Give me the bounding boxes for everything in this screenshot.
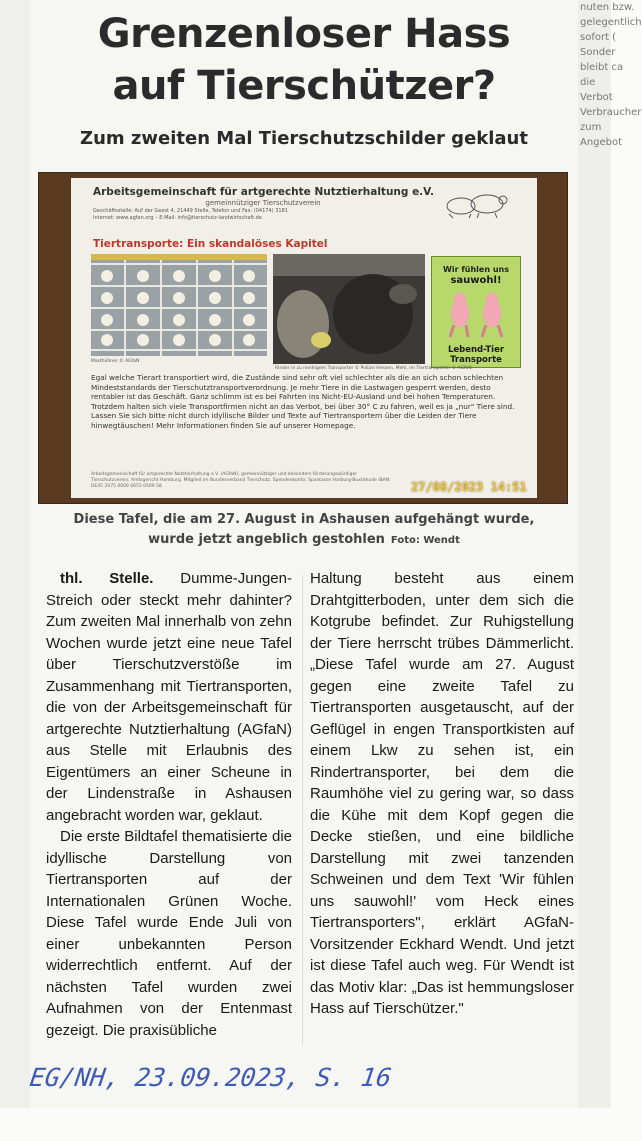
board-org-name: Arbeitsgemeinschaft für artgerechte Nutztierhaltung e.V. xyxy=(93,186,434,198)
headline xyxy=(30,8,578,112)
photo-caption xyxy=(30,510,578,551)
sauwohl-sign-photo xyxy=(431,256,521,368)
board-footer-text: Arbeitsgemeinschaft für artgerechte Nutztierhaltung e.V. (AGfaN), gemeinnütziger und besonders förderungswürdiger Tierschutzverein, Amtsgericht Hamburg. Mitglied im Bundesverband Tierschutz. Spendenkonto: Sparkasse Harburg-Buxtehude IBAN: DE45 2075 0000 0053 0509 58 xyxy=(91,472,391,489)
adjacent-clipping-right: nuten bzw. gelegentlich sofort ( Sonder bleibt ca die Verbot Verbraucher zum Angebot xyxy=(578,0,611,1108)
sign-text-line2: sauwohl! xyxy=(450,275,502,286)
board-address: Geschäftsstelle: Auf der Geest 4, 21449 Stelle, Telefon und Fax: (04174) 3181 xyxy=(93,208,288,214)
photo-caption-line-1: Diese Tafel, die am 27. August in Ashausen aufgehängt wurde, xyxy=(73,512,535,527)
article-paragraph: Haltung besteht aus einem Drahtgitterboden, unter dem sich die Kotgrube befindet. Zur Ruhigstellung der Tiere herrscht trübes Dämmerlicht. „Diese Tafel wurde am 27. August gegen eine zweite Tafel zu Tiertransporten ausgetauscht, auf der Geflügel in engen Transportkisten auf einem Lkw zu sehen ist, ein Rindertransporter, bei dem die Raumhöhe viel zu gering war, so dass die Kühe mit dem Kopf gegen die Decke stießen, und eine bildliche Darstellung mit zwei tanzenden Schweinen und dem Text 'Wir fühlen uns sauwohl!' vom Heck eines Tiertransporters", erklärt AGfaN-Vorsitzender Eckhard Wendt. Und jetzt ist diese Tafel auch weg. Für Wendt ist das Motiv klar: „Das ist hemmungsloser Hass auf Tierschützer." xyxy=(310,570,574,1017)
article-text: Dumme-Jungen-Streich oder steckt mehr dahinter? Zum zweiten Mal innerhalb von zehn Wochen wurde jetzt eine neue Tafel über Tierschutzverstöße im Zusammenhang mit Tiertransporten, die von der Arbeitsgemeinschaft für artgerechte Nutztierhaltung (AGfaN) aus Stelle mit Erlaubnis des Eigentümers an einer Scheune in der Lindenstraße in Ashausen angebracht worden war, geklaut. xyxy=(46,570,292,824)
adjacent-clipping-left xyxy=(0,0,30,1108)
board-red-title: Tiertransporte: Ein skandalöses Kapitel xyxy=(93,238,328,250)
headline-line-1: Grenzenloser Hass xyxy=(97,11,511,57)
dancing-pigs-icon xyxy=(440,291,512,341)
sign-bottom-text: Lebend-Tier Transporte xyxy=(447,345,505,365)
sign-text-line1: Wir fühlen uns xyxy=(443,265,509,274)
chicken-crates-photo xyxy=(91,254,267,356)
cattle-transporter-photo xyxy=(273,254,425,364)
article-paragraph xyxy=(46,568,292,826)
photo-credit: Foto: Wendt xyxy=(390,535,460,546)
photo-caption-right: Rinder in zu niedrigem Transporter © Polizei Hessen, Mehl, im Tiertransporter © AGfaN xyxy=(275,366,472,371)
column-divider xyxy=(302,575,303,1045)
article-photo xyxy=(38,172,568,504)
article-paragraph: Die erste Bildtafel thematisierte die idyllische Darstellung von Tiertransporten auf der Internationalen Grünen Woche. Diese Tafel wurde Ende Juli von einer unbekannten Person widerrechtlich entfernt. Auf der nächsten Tafel wurden zwei Aufnahmen von der Entenmast gezeigt. Die praxisübliche xyxy=(46,828,292,1039)
board-org-sub: gemeinnütziger Tierschutzverein xyxy=(205,199,321,207)
article-column-2 xyxy=(310,568,574,1020)
org-logo-icon xyxy=(441,188,515,220)
info-board xyxy=(71,178,537,498)
headline-line-2: auf Tierschützer? xyxy=(112,63,496,109)
board-web: Internet: www.agfan.org – E-Mail: info@tierschutz-landwirtschaft.de xyxy=(93,215,262,221)
board-header xyxy=(93,186,433,221)
article-dateline: thl. Stelle. xyxy=(60,570,154,587)
board-body-text: Egal welche Tierart transportiert wird, die Zustände sind sehr oft viel schlechter als die an sich schon schlechten Mindeststandards der Tierschutztransportverordnung. Je mehr Tiere in die Lastwagen gesperrt werden, desto rentabler ist das Geschäft. Ganz schlimm ist es bei Fahrten ins Nicht-EU-Ausland und bei hohen Temperaturen. Trotzdem halten sich viele Transportfirmen nicht an das Verbot, bei über 30° C zu fahren, weil es ja „nur" Tiere sind. Lassen Sie sich bitte nicht durch idyllische Bilder und Texte auf Tiertransportern über die Leiden der Tiere hinwegtäuschen! Mehr Informationen finden Sie auf unserer Homepage. xyxy=(91,373,515,430)
article-column-1 xyxy=(46,568,292,1041)
subheadline: Zum zweiten Mal Tierschutzschilder geklaut xyxy=(80,128,528,149)
photo-caption-left: Masthühner © AGfaN xyxy=(91,359,140,364)
handwritten-source-note: EG/NH, 23.09.2023, S. 16 xyxy=(27,1063,394,1092)
photo-timestamp: 27/08/2023 14:51 xyxy=(411,480,527,494)
photo-caption-line-2 xyxy=(30,530,578,551)
photo-caption-text: wurde jetzt angeblich gestohlen xyxy=(148,532,385,547)
